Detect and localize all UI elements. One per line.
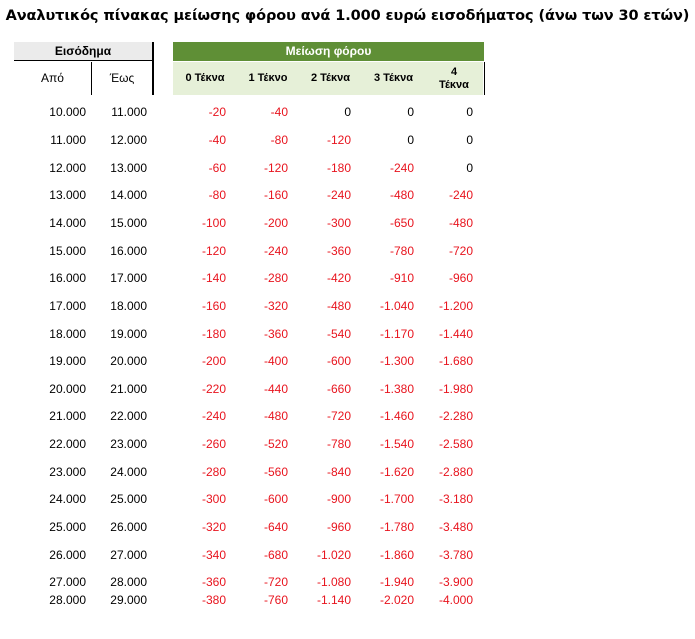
income-to-cell: 13.000 [110, 161, 147, 175]
income-from-cell: 20.000 [49, 382, 86, 396]
reduction-cell-children-3: -480 [389, 188, 414, 202]
income-from-cell: 27.000 [49, 575, 86, 589]
income-to-cell: 15.000 [110, 216, 147, 230]
reduction-cell-children-1: -400 [263, 354, 288, 368]
income-from-cell: 18.000 [49, 327, 86, 341]
income-to-cell: 29.000 [110, 593, 147, 607]
page-title: Αναλυτικός πίνακας μείωσης φόρου ανά 1.000 ευρώ εισοδήματος (άνω των 30 ετών) [5, 8, 690, 24]
reduction-cell-children-3: -650 [389, 216, 414, 230]
reduction-cell-children-1: -480 [263, 409, 288, 423]
income-from-cell: 11.000 [50, 133, 86, 147]
reduction-cell-children-4: 0 [466, 105, 473, 119]
income-from-cell: 17.000 [49, 299, 86, 313]
reduction-cell-children-2: -540 [326, 327, 351, 341]
reduction-cell-children-3: -1.940 [379, 575, 414, 589]
income-from-cell: 10.000 [49, 105, 86, 119]
income-from-cell: 21.000 [49, 409, 86, 423]
income-to-cell: 11.000 [111, 105, 147, 119]
children-0-header: 0 Τέκνα [173, 62, 237, 95]
reduction-cell-children-3: -1.860 [379, 548, 414, 562]
reduction-cell-children-0: -280 [201, 465, 226, 479]
income-to-cell: 28.000 [110, 575, 147, 589]
reduction-cell-children-0: -200 [201, 354, 226, 368]
reduction-cell-children-2: -720 [326, 409, 351, 423]
reduction-cell-children-2: -900 [326, 492, 351, 506]
income-from-cell: 22.000 [49, 437, 86, 451]
reduction-cell-children-3: -1.620 [379, 465, 414, 479]
column-divider-income-right [152, 42, 154, 95]
reduction-cell-children-1: -320 [263, 299, 288, 313]
reduction-cell-children-0: -180 [201, 327, 226, 341]
reduction-cell-children-0: -220 [201, 382, 226, 396]
income-to-cell: 23.000 [110, 437, 147, 451]
reduction-cell-children-0: -60 [208, 161, 226, 175]
reduction-cell-children-1: -720 [263, 575, 288, 589]
income-from-cell: 19.000 [49, 354, 86, 368]
reduction-cell-children-2: -480 [326, 299, 351, 313]
reduction-cell-children-1: -760 [263, 593, 288, 607]
reduction-cell-children-2: 0 [344, 105, 351, 119]
reduction-cell-children-3: -2.020 [379, 593, 414, 607]
reduction-cell-children-1: -640 [263, 520, 288, 534]
income-to-cell: 14.000 [110, 188, 147, 202]
income-from-cell: 26.000 [49, 548, 86, 562]
reduction-cell-children-2: -960 [326, 520, 351, 534]
reduction-cell-children-0: -320 [201, 520, 226, 534]
reduction-cell-children-0: -20 [208, 105, 226, 119]
income-from-cell: 13.000 [49, 188, 86, 202]
reduction-cell-children-0: -240 [201, 409, 226, 423]
income-to-cell: 25.000 [110, 492, 147, 506]
income-to-cell: 12.000 [110, 133, 147, 147]
reduction-cell-children-3: -1.460 [379, 409, 414, 423]
reduction-cell-children-2: -240 [326, 188, 351, 202]
reduction-cell-children-3: -780 [389, 244, 414, 258]
reduction-cell-children-4: 0 [466, 133, 473, 147]
reduction-cell-children-0: -260 [201, 437, 226, 451]
to-column-header: Έως [109, 71, 135, 85]
income-to-cell: 21.000 [110, 382, 147, 396]
reduction-cell-children-2: -660 [326, 382, 351, 396]
children-4-header: 4 Τέκνα [425, 62, 483, 95]
reduction-cell-children-0: -160 [201, 299, 226, 313]
children-3-header: 3 Τέκνα [362, 62, 425, 95]
reduction-cell-children-4: -240 [448, 188, 473, 202]
children-1-header: 1 Τέκνο [237, 62, 299, 95]
reduction-cell-children-2: -360 [326, 244, 351, 258]
income-from-cell: 14.000 [49, 216, 86, 230]
reduction-cell-children-4: -1.440 [438, 327, 473, 341]
reduction-cell-children-3: -1.170 [379, 327, 414, 341]
reduction-cell-children-2: -420 [326, 271, 351, 285]
income-to-cell: 26.000 [110, 520, 147, 534]
tax-reduction-header: Μείωση φόρου [173, 42, 484, 61]
income-to-cell: 24.000 [110, 465, 147, 479]
income-from-cell: 12.000 [49, 161, 86, 175]
reduction-cell-children-3: -1.540 [379, 437, 414, 451]
reduction-cell-children-1: -560 [263, 465, 288, 479]
income-from-cell: 28.000 [49, 593, 86, 607]
reduction-cell-children-2: -180 [326, 161, 351, 175]
reduction-cell-children-3: -1.040 [379, 299, 414, 313]
reduction-cell-children-4: -960 [448, 271, 473, 285]
reduction-cell-children-0: -380 [201, 593, 226, 607]
reduction-cell-children-3: -1.300 [379, 354, 414, 368]
reduction-cell-children-2: -120 [326, 133, 351, 147]
income-to-cell: 20.000 [110, 354, 147, 368]
reduction-cell-children-4: -1.980 [438, 382, 473, 396]
reduction-cell-children-4: -480 [448, 216, 473, 230]
reduction-cell-children-2: -1.020 [316, 548, 351, 562]
reduction-cell-children-1: -120 [263, 161, 288, 175]
reduction-cell-children-0: -100 [201, 216, 226, 230]
income-from-cell: 23.000 [49, 465, 86, 479]
reduction-cell-children-3: -910 [389, 271, 414, 285]
reduction-cell-children-4: -1.200 [438, 299, 473, 313]
reduction-cell-children-0: -340 [201, 548, 226, 562]
income-to-cell: 22.000 [110, 409, 147, 423]
reduction-cell-children-4: -720 [448, 244, 473, 258]
income-to-cell: 19.000 [110, 327, 147, 341]
reduction-cell-children-3: 0 [407, 105, 414, 119]
reduction-cell-children-1: -200 [263, 216, 288, 230]
reduction-cell-children-0: -300 [201, 492, 226, 506]
income-header: Εισόδημα [14, 42, 152, 61]
reduction-cell-children-3: -1.700 [379, 492, 414, 506]
reduction-cell-children-4: -3.180 [438, 492, 473, 506]
reduction-cell-children-4: -3.780 [438, 548, 473, 562]
reduction-cell-children-1: -360 [263, 327, 288, 341]
reduction-cell-children-0: -140 [201, 271, 226, 285]
reduction-cell-children-4: -2.880 [438, 465, 473, 479]
reduction-cell-children-1: -440 [263, 382, 288, 396]
reduction-cell-children-0: -80 [208, 188, 226, 202]
reduction-cell-children-0: -360 [201, 575, 226, 589]
reduction-cell-children-3: 0 [407, 133, 414, 147]
column-divider-reduction-right [484, 62, 485, 95]
reduction-cell-children-1: -240 [263, 244, 288, 258]
reduction-cell-children-1: -160 [263, 188, 288, 202]
reduction-cell-children-2: -1.140 [316, 593, 351, 607]
reduction-cell-children-4: -4.000 [438, 593, 473, 607]
reduction-cell-children-1: -80 [270, 133, 288, 147]
income-from-cell: 16.000 [49, 271, 86, 285]
reduction-cell-children-3: -240 [389, 161, 414, 175]
reduction-cell-children-1: -680 [263, 548, 288, 562]
reduction-cell-children-3: -1.780 [379, 520, 414, 534]
reduction-cell-children-3: -1.380 [379, 382, 414, 396]
reduction-cell-children-2: -300 [326, 216, 351, 230]
reduction-cell-children-1: -600 [263, 492, 288, 506]
reduction-cell-children-0: -40 [208, 133, 226, 147]
reduction-cell-children-4: -3.480 [438, 520, 473, 534]
reduction-cell-children-4: -2.580 [438, 437, 473, 451]
reduction-cell-children-1: -280 [263, 271, 288, 285]
reduction-cell-children-2: -600 [326, 354, 351, 368]
reduction-cell-children-4: 0 [466, 161, 473, 175]
children-2-header: 2 Τέκνα [299, 62, 362, 95]
reduction-cell-children-2: -780 [326, 437, 351, 451]
reduction-cell-children-2: -840 [326, 465, 351, 479]
reduction-cell-children-0: -120 [201, 244, 226, 258]
reduction-cell-children-4: -1.680 [438, 354, 473, 368]
income-to-cell: 16.000 [110, 244, 147, 258]
reduction-cell-children-2: -1.080 [316, 575, 351, 589]
reduction-cell-children-4: -3.900 [438, 575, 473, 589]
income-to-cell: 17.000 [110, 271, 147, 285]
from-column-header: Από [41, 71, 64, 85]
reduction-cell-children-1: -520 [263, 437, 288, 451]
income-from-cell: 25.000 [49, 520, 86, 534]
income-to-cell: 27.000 [110, 548, 147, 562]
income-from-cell: 15.000 [49, 244, 86, 258]
reduction-cell-children-4: -2.280 [438, 409, 473, 423]
income-to-cell: 18.000 [110, 299, 147, 313]
reduction-cell-children-1: -40 [270, 105, 288, 119]
income-from-cell: 24.000 [49, 492, 86, 506]
